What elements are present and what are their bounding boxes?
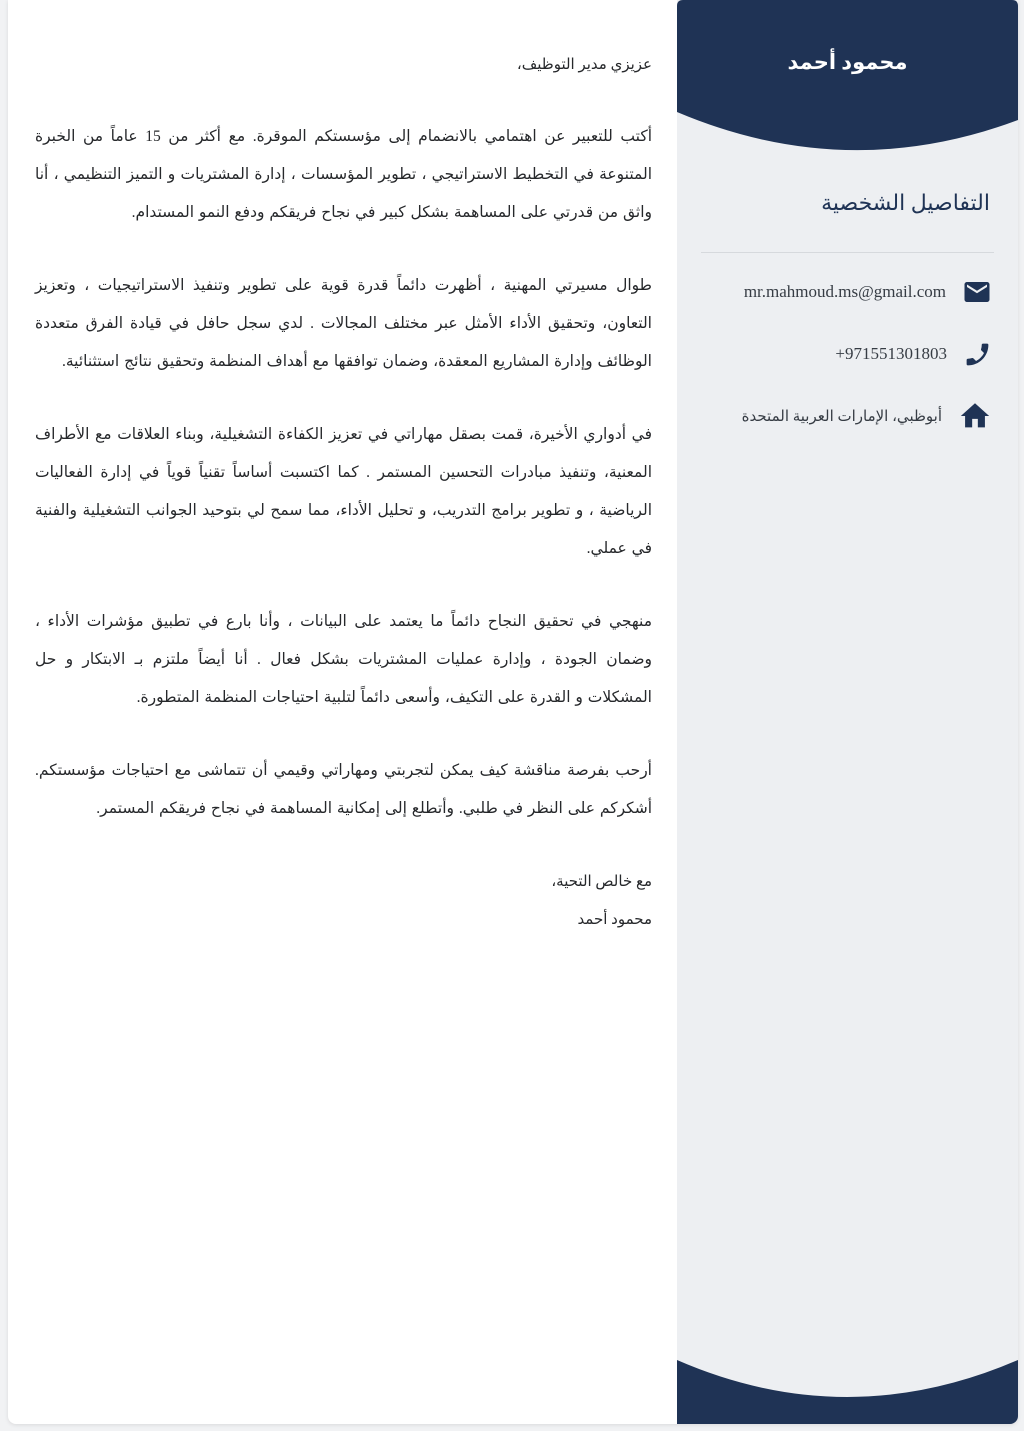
letter-paragraph: أرحب بفرصة مناقشة كيف يمكن لتجربتي ومهاراتي وقيمي أن تتماشى مع احتياجات مؤسستكم. أشكركم على النظر في طلبي. وأتطلع إلى إمكانية المساهمة في نجاح فريقكم المستمر. [35, 762, 652, 817]
contact-list [677, 274, 1018, 460]
phone-icon [963, 340, 992, 369]
home-icon [958, 399, 992, 433]
sidebar-header-shape [677, 0, 1018, 152]
letter-closing: مع خالص التحية، [551, 874, 652, 890]
candidate-name: محمود أحمد [787, 50, 908, 74]
letter-salutation: عزيزي مدير التوظيف، [516, 57, 652, 73]
email-icon [962, 277, 992, 307]
contact-row-location [703, 398, 992, 434]
letter-signature: محمود أحمد [577, 912, 652, 928]
letter-paragraph: أكتب للتعبير عن اهتمامي بالانضمام إلى مؤسستكم الموقرة. مع أكثر من 15 عاماً من الخبرة المتنوعة في التخطيط الاستراتيجي ، تطوير المؤسسات ، إدارة المشتريات و التميز التنظيمي ، أنا واثق من قدرتي على المساهمة بشكل كبير في نجاح فريقكم ودفع النمو المستدام. [35, 128, 653, 221]
location-value: أبوظبي، الإمارات العربية المتحدة [741, 408, 942, 425]
email-value: mr.mahmoud.ms@gmail.com [743, 282, 946, 301]
sidebar-footer-shape [677, 1358, 1018, 1424]
phone-value: +971551301803 [835, 344, 947, 363]
letter-body [35, 0, 652, 939]
section-divider [701, 252, 994, 253]
contact-row-phone [703, 336, 992, 372]
letter-paragraph: طوال مسيرتي المهنية ، أظهرت دائماً قدرة قوية على تطوير وتنفيذ الاستراتيجيات ، وتعزيز التعاون، وتحقيق الأداء الأمثل عبر مختلف المجالات . لدي سجل حافل في قيادة الفرق متعددة الوظائف وإدارة المشاريع المعقدة، وضمان توافقها مع أهداف المنظمة وتحقيق نتائج استثنائية. [35, 277, 652, 370]
personal-details-title: التفاصيل الشخصية [821, 190, 990, 215]
letter-closing-block [35, 863, 652, 939]
cover-letter-page [8, 0, 1018, 1424]
letter-paragraph: في أدواري الأخيرة، قمت بصقل مهاراتي في تعزيز الكفاءة التشغيلية، وبناء العلاقات مع الأطراف المعنية، وتنفيذ مبادرات التحسين المستمر . كما اكتسبت أساساً تقنياً قوياً في إدارة الفعاليات الرياضية ، و تطوير برامج التدريب، و تحليل الأداء، مما سمح لي بتوحيد الجوانب التشغيلية والفنية في عملي. [35, 426, 652, 557]
sidebar [677, 0, 1018, 1424]
letter-paragraph: منهجي في تحقيق النجاح دائماً ما يعتمد على البيانات ، وأنا بارع في تطبيق مؤشرات الأداء ، وضمان الجودة ، وإدارة عمليات المشتريات بشكل فعال . أنا أيضاً ملتزم بـ الابتكار و حل المشكلات و القدرة على التكيف، وأسعى دائماً لتلبية احتياجات المنظمة المتطورة. [35, 613, 652, 706]
contact-row-email [703, 274, 992, 310]
